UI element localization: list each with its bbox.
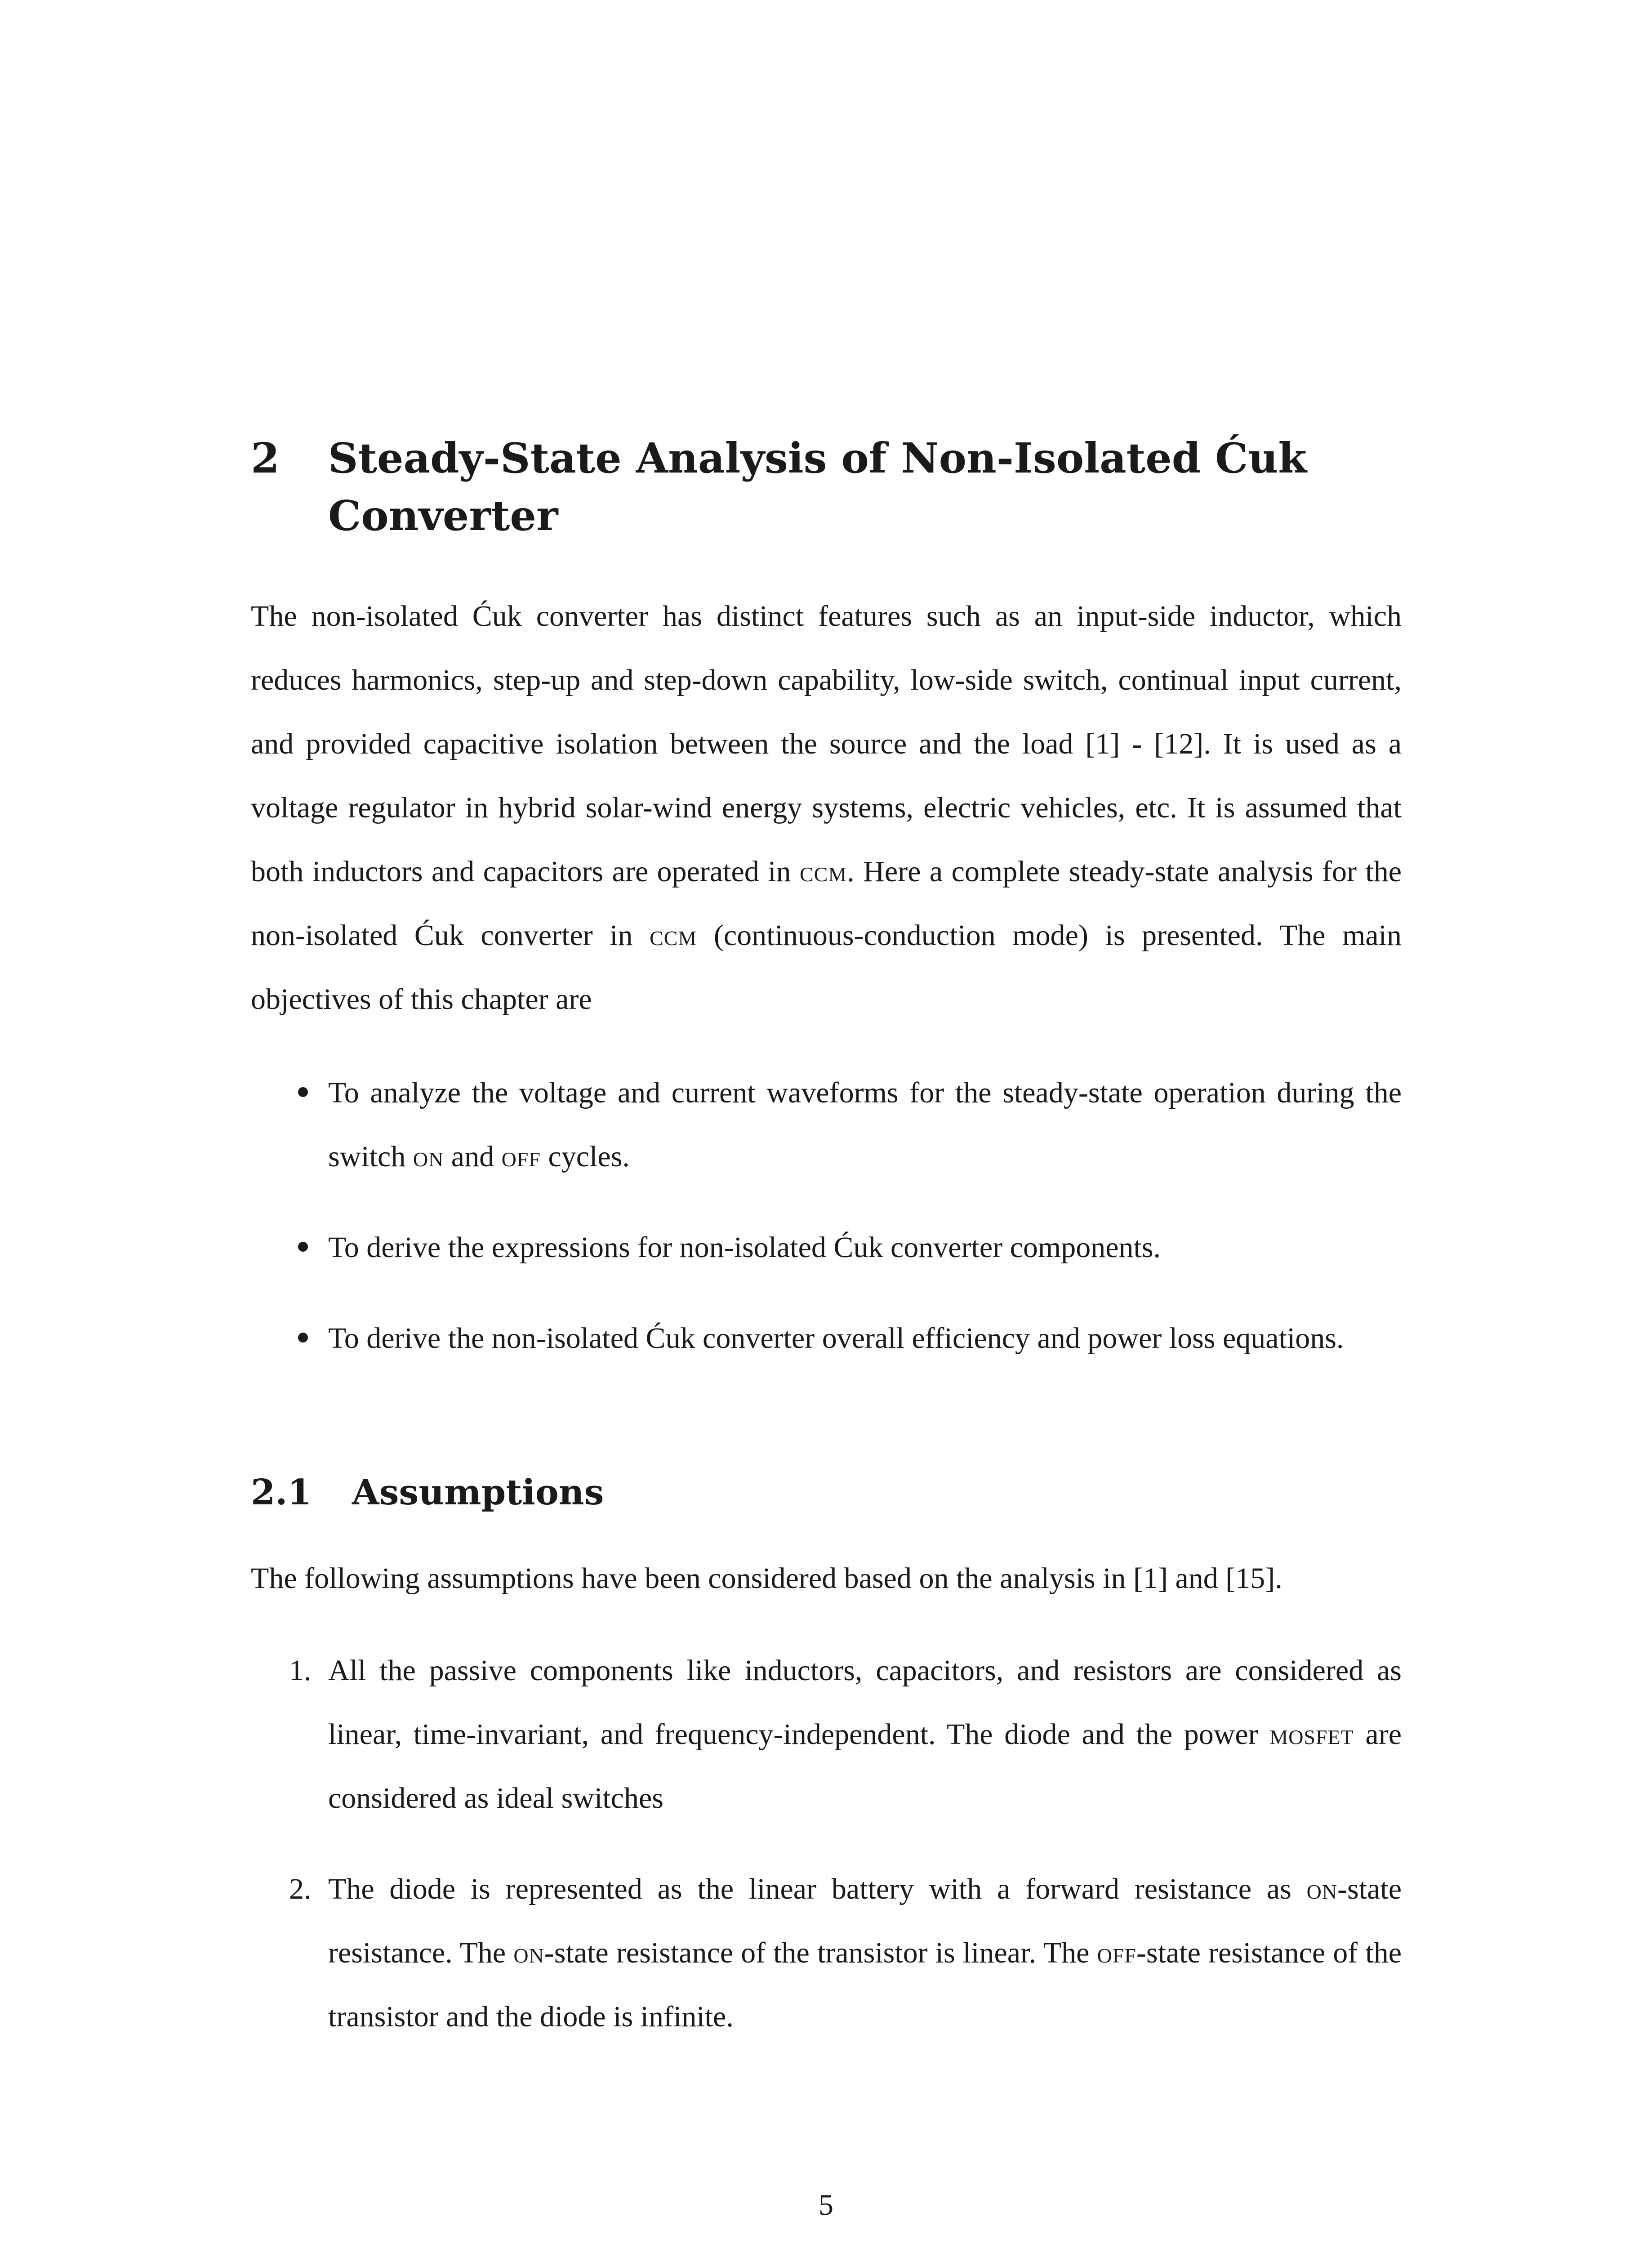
page-number: 5 <box>819 2189 833 2221</box>
list-item <box>251 1307 1402 1370</box>
bullet-icon <box>298 1242 308 1252</box>
item-number: 2. <box>289 1873 312 1905</box>
ccm-abbrev: ccm <box>799 855 847 888</box>
bullet-icon <box>298 1333 308 1343</box>
ccm-abbrev: ccm <box>650 919 697 952</box>
section-title: Assumptions <box>352 1472 604 1513</box>
mosfet-abbrev: mosfet <box>1269 1718 1354 1751</box>
objective-text: To analyze the voltage and current waveforms for the steady-state operation during the switch <box>328 1076 1402 1173</box>
list-item <box>251 1639 1402 1830</box>
item-number: 1. <box>289 1654 312 1687</box>
off-abbrev: off <box>1097 1936 1136 1969</box>
list-item <box>251 1061 1402 1189</box>
intro-text-1: The non-isolated Ćuk converter has distinct features such as an input-side inductor, which reduces harmonics, step-up and step-down capability, low-side switch, continual input current, and provided capacitive isolation between the source and the load [1] - [12]. It is used as a voltage regulator in hybrid solar-wind energy systems, electric vehicles, etc. It is assumed that both inductors and capacitors are operated in <box>251 600 1402 888</box>
objective-text: and <box>444 1140 502 1173</box>
chapter-number: 2 <box>251 434 280 482</box>
assumption-text: -state resistance. The <box>328 1873 1402 1969</box>
section-heading <box>251 1468 1402 1517</box>
on-abbrev: on <box>413 1140 444 1173</box>
objective-text: To derive the expressions for non-isolated Ćuk converter components. <box>328 1231 1161 1264</box>
assumption-text: are considered as ideal switches <box>328 1718 1402 1815</box>
section-number: 2.1 <box>251 1472 312 1513</box>
list-item <box>251 1857 1402 2049</box>
assumption-text: -state resistance of the transistor is linear. The <box>544 1936 1097 1969</box>
assumption-text: The diode is represented as the linear battery with a forward resistance as <box>328 1873 1307 1905</box>
objective-text: cycles. <box>540 1140 630 1173</box>
objectives-list <box>251 1061 1402 1397</box>
chapter-heading <box>251 429 1402 544</box>
assumptions-list <box>251 1639 1402 2076</box>
assumption-text: All the passive components like inductors, capacitors, and resistors are considered as linear, time-invariant, and frequency-independent. The diode and the power <box>328 1654 1402 1751</box>
off-abbrev: off <box>501 1140 541 1173</box>
list-item <box>251 1216 1402 1280</box>
on-abbrev: on <box>513 1936 544 1969</box>
intro-paragraph <box>251 584 1402 1031</box>
assumption-text: -state resistance of the transistor and the diode is infinite. <box>328 1936 1402 2033</box>
intro-text-2: . Here a complete steady-state analysis for the non-isolated Ćuk converter in <box>251 855 1402 952</box>
assumptions-intro: The following assumptions have been considered based on the analysis in [1] and [15]. <box>251 1562 1282 1595</box>
objective-text: To derive the non-isolated Ćuk converter overall efficiency and power loss equations. <box>328 1322 1344 1355</box>
intro-text-3: (continuous-conduction mode) is presented. The main objectives of this chapter are <box>251 919 1402 1016</box>
bullet-icon <box>298 1087 308 1097</box>
on-abbrev: on <box>1306 1873 1338 1905</box>
chapter-title: Steady-State Analysis of Non-Isolated Ćuk Converter <box>328 434 1307 540</box>
